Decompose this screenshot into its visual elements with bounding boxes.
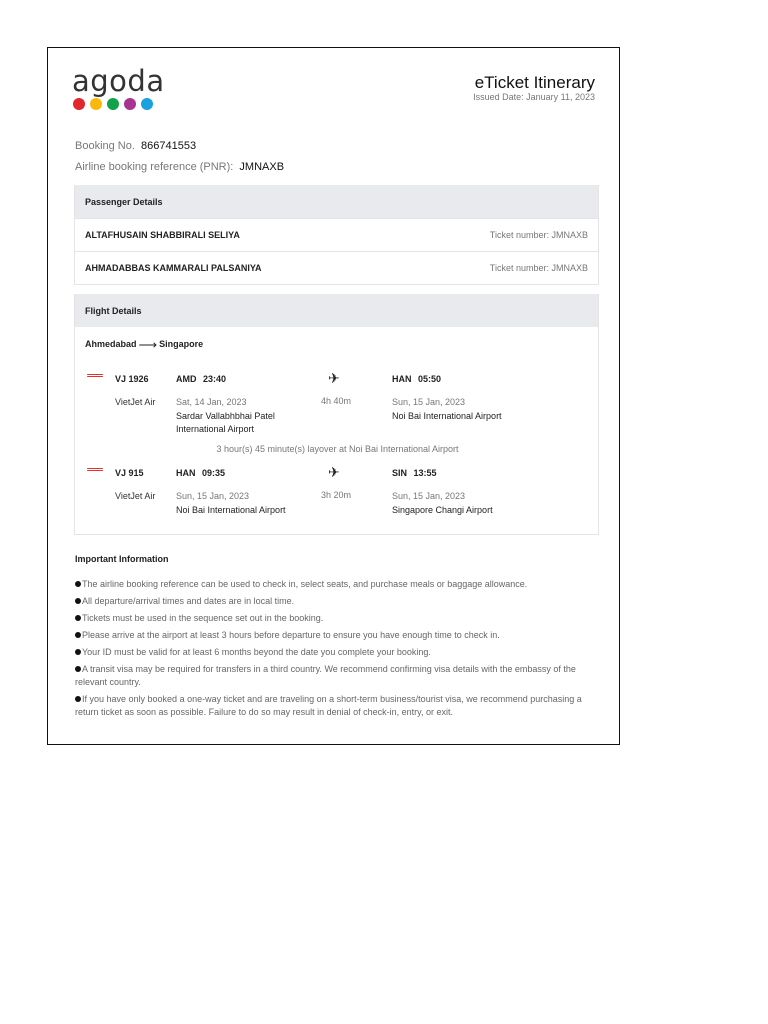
eticket-page [47, 47, 620, 745]
logo-dot-yellow [90, 98, 102, 110]
bullet-icon [75, 598, 81, 604]
important-information [75, 554, 595, 723]
list-item: The airline booking reference can be used to check in, select seats, and purchase meals or baggage allowance. [75, 578, 595, 591]
vietjet-logo-icon [87, 374, 103, 378]
bullet-icon [75, 649, 81, 655]
departure-code-time: HAN 09:35 [176, 468, 226, 478]
bullet-icon [75, 696, 81, 702]
important-information-list [75, 578, 595, 719]
logo-wordmark: agoda [72, 64, 165, 98]
airplane-icon: ✈ [328, 370, 340, 386]
right-arrow-icon: ⟶ [138, 336, 158, 352]
logo-dot-purple [124, 98, 136, 110]
layover-note: 3 hour(s) 45 minute(s) layover at Noi Bai International Airport [216, 444, 459, 454]
list-item: All departure/arrival times and dates are in local time. [75, 595, 595, 608]
passenger-name: AHMADABBAS KAMMARALI PALSANIYA [85, 263, 262, 273]
flight-details-section [74, 294, 599, 535]
arrival-airport: Singapore Changi Airport [392, 505, 493, 515]
flight-duration: 4h 40m [321, 396, 352, 406]
logo-dots [73, 98, 165, 110]
agoda-logo [72, 66, 165, 110]
arrival-date: Sun, 15 Jan, 2023 [392, 397, 466, 407]
passenger-ticket-number: Ticket number: JMNAXB [489, 263, 588, 273]
arrival-date: Sun, 15 Jan, 2023 [392, 491, 466, 501]
list-item: If you have only booked a one-way ticket and are traveling on a short-term business/tourist visa, we recommend purchasing a return ticket as soon as possible. Failure to do so may result in denial of check-in, entry, or exit. [75, 694, 582, 717]
page-title: eTicket Itinerary [474, 73, 595, 92]
arrival-code-time: SIN 13:55 [392, 468, 437, 478]
departure-code-time: AMD 23:40 [176, 374, 227, 384]
logo-dot-green [107, 98, 119, 110]
list-item: Tickets must be used in the sequence set out in the booking. [75, 612, 595, 625]
departure-date: Sun, 15 Jan, 2023 [176, 491, 250, 501]
route-summary [85, 336, 204, 352]
booking-number-line [75, 140, 196, 152]
pnr-value: JMNAXB [239, 161, 285, 173]
passenger-row [75, 251, 598, 284]
important-information-heading: Important Information [75, 554, 169, 564]
carrier-name: VietJet Air [115, 491, 156, 501]
passenger-row [75, 218, 598, 251]
flight-segment [75, 464, 600, 527]
departure-date: Sat, 14 Jan, 2023 [176, 397, 247, 407]
logo-dot-blue [141, 98, 153, 110]
bullet-icon [75, 615, 81, 621]
passenger-name: ALTAFHUSAIN SHABBIRALI SELIYA [85, 230, 240, 240]
list-item: A transit visa may be required for transfers in a third country. We recommend confirming visa details with the embassy of the relevant country. [75, 664, 576, 687]
booking-number-value: 866741553 [141, 140, 197, 152]
route-origin: Ahmedabad [85, 339, 137, 349]
pnr-label: Airline booking reference (PNR): [75, 161, 234, 173]
carrier-name: VietJet Air [115, 397, 156, 407]
flight-duration: 3h 20m [321, 490, 352, 500]
passenger-ticket-number: Ticket number: JMNAXB [489, 230, 588, 240]
list-item: Your ID must be valid for at least 6 months beyond the date you complete your booking. [75, 646, 595, 659]
list-item: Please arrive at the airport at least 3 hours before departure to ensure you have enough time to check in. [75, 629, 595, 642]
bullet-icon [75, 666, 81, 672]
flight-details-heading: Flight Details [75, 294, 598, 327]
issued-date: Issued Date: January 11, 2023 [473, 92, 595, 102]
arrival-code-time: HAN 05:50 [392, 374, 442, 384]
passenger-details-heading: Passenger Details [75, 185, 598, 218]
logo-dot-red [73, 98, 85, 110]
airplane-icon: ✈ [328, 464, 340, 480]
departure-airport: Noi Bai International Airport [176, 505, 286, 515]
flight-segment [75, 370, 600, 434]
pnr-line [75, 161, 284, 173]
route-destination: Singapore [159, 339, 204, 349]
title-block [473, 73, 595, 102]
flight-number: VJ 915 [115, 468, 144, 478]
arrival-airport: Noi Bai International Airport [392, 411, 502, 421]
flight-number: VJ 1926 [115, 374, 149, 384]
vietjet-logo-icon [87, 468, 103, 472]
bullet-icon [75, 581, 81, 587]
booking-number-label: Booking No. [75, 140, 135, 152]
bullet-icon [75, 632, 81, 638]
departure-airport: Sardar Vallabhbhai Patel International Airport [176, 411, 275, 434]
passenger-details-section [74, 185, 599, 285]
